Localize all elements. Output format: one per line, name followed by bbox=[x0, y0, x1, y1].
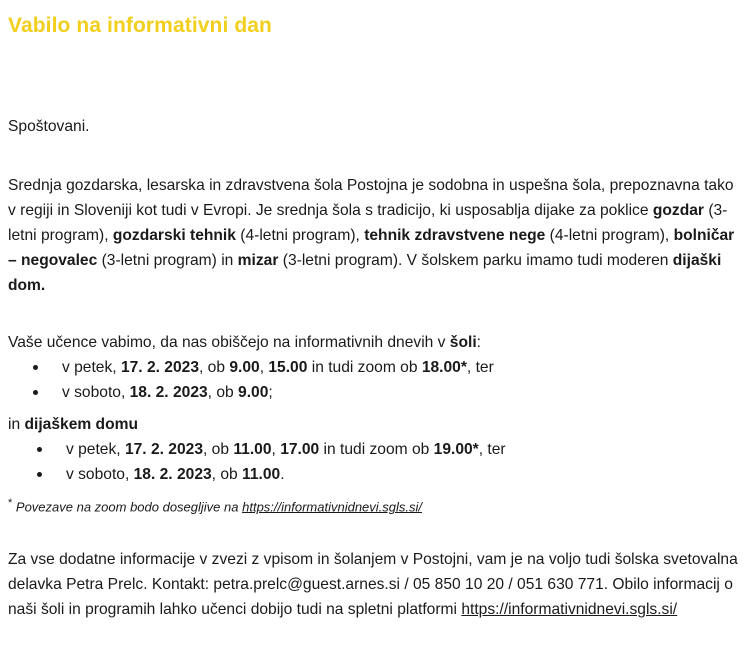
invitation-line bbox=[8, 330, 740, 355]
date-text: v soboto, bbox=[66, 466, 134, 483]
date-bold: 18. 2. 2023 bbox=[133, 466, 212, 483]
date-text: , ob bbox=[207, 384, 239, 401]
date-text: ; bbox=[268, 384, 273, 401]
dijaski-dom-highlight: dijaški dom. bbox=[8, 252, 722, 294]
date-text: , ter bbox=[466, 359, 494, 376]
invitation-text: : bbox=[476, 334, 482, 351]
intro-text: Srednja gozdarska, lesarska in zdravstvena šola Postojna je sodobna in uspešna šola, prepoznavna tako v regiji in Sloveniji kot tudi v Evropi. Je srednja šola s tradicijo, ki usposablja dijake za poklice bbox=[8, 177, 734, 219]
date-text: in tudi zoom ob bbox=[319, 441, 434, 458]
contact-text: Za vse dodatne informacije v zvezi z vpisom in šolanjem v Postojni, vam je na voljo tudi šolska svetovalna delavka Petra Prelc. Kontakt: petra.prelc@guest.arnes.si / 05 850 10 20 / 051 630 771. Obilo informacij o naši šoli in programih lahko učenci dobijo tudi na spletni platformi bbox=[8, 551, 738, 618]
date-text: , bbox=[271, 441, 281, 458]
footnote-marker: * bbox=[8, 497, 13, 509]
date-text: , ob bbox=[203, 441, 234, 458]
time-bold: 17.00 bbox=[280, 441, 320, 458]
time-bold: 15.00 bbox=[268, 359, 308, 376]
dorm-label bbox=[8, 412, 138, 437]
date-bold: 17. 2. 2023 bbox=[120, 359, 199, 376]
program-gozdar: gozdar bbox=[652, 202, 704, 219]
date-text: , ob bbox=[199, 359, 230, 376]
time-bold: 18.00* bbox=[421, 359, 467, 376]
date-text: , ob bbox=[211, 466, 243, 483]
date-text: . bbox=[280, 466, 285, 483]
time-bold: 19.00* bbox=[433, 441, 479, 458]
greeting: Spoštovani. bbox=[8, 118, 90, 135]
platform-link[interactable]: https://informativnidnevi.sgls.si/ bbox=[461, 601, 678, 618]
dorm-dates-list bbox=[0, 437, 506, 487]
date-text: v petek, bbox=[66, 441, 125, 458]
zoom-links-link[interactable]: https://informativnidnevi.sgls.si/ bbox=[242, 499, 423, 515]
time-bold: 11.00 bbox=[233, 441, 272, 458]
program-tehnik-zdravstvene-nege: tehnik zdravstvene nege bbox=[364, 227, 546, 244]
dorm-highlight: dijaškem domu bbox=[24, 416, 139, 433]
intro-text: (3-letni program), bbox=[8, 202, 728, 244]
document-title: Vabilo na informativni dan bbox=[8, 14, 272, 37]
intro-paragraph bbox=[8, 173, 740, 298]
time-bold: 9.00 bbox=[229, 359, 260, 376]
date-bold: 18. 2. 2023 bbox=[129, 384, 208, 401]
list-item bbox=[0, 355, 494, 380]
intro-text: (4-letni program), bbox=[545, 227, 674, 244]
footnote-text: Povezave na zoom bodo dosegljive na bbox=[12, 499, 243, 515]
date-text: v soboto, bbox=[62, 384, 130, 401]
intro-text: (3-letni program) in bbox=[97, 252, 238, 269]
date-text: in tudi zoom ob bbox=[307, 359, 422, 376]
date-text: , bbox=[259, 359, 269, 376]
intro-text: (3-letni program). V šolskem parku imamo tudi moderen bbox=[278, 252, 673, 269]
zoom-footnote bbox=[8, 493, 422, 517]
date-text: , ter bbox=[478, 441, 506, 458]
dorm-label-text: in bbox=[8, 416, 25, 433]
invitation-text: Vaše učence vabimo, da nas obiščejo na informativnih dnevih v bbox=[8, 334, 450, 351]
contact-paragraph bbox=[8, 547, 740, 622]
program-gozdarski-tehnik: gozdarski tehnik bbox=[112, 227, 236, 244]
school-dates-list bbox=[0, 355, 494, 405]
time-bold: 9.00 bbox=[238, 384, 269, 401]
list-item bbox=[0, 437, 506, 462]
date-text: v petek, bbox=[62, 359, 121, 376]
list-item bbox=[0, 462, 506, 487]
intro-text: (4-letni program), bbox=[235, 227, 365, 244]
list-item bbox=[0, 380, 494, 405]
time-bold: 11.00 bbox=[242, 466, 281, 483]
program-mizar: mizar bbox=[237, 252, 279, 269]
program-bolnicar-negovalec: bolničar – negovalec bbox=[8, 227, 735, 269]
school-highlight: šoli bbox=[449, 334, 477, 351]
date-bold: 17. 2. 2023 bbox=[124, 441, 203, 458]
